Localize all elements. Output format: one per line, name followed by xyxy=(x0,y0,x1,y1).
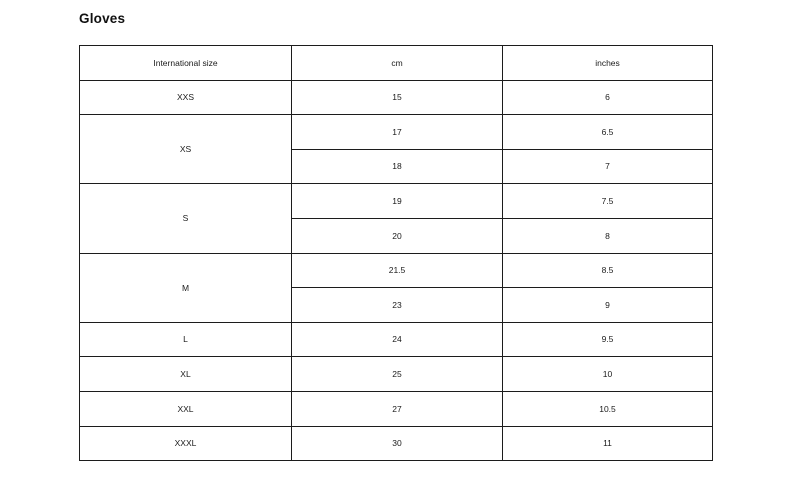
cell-international-size: XXXL xyxy=(80,426,292,461)
cell-international-size: L xyxy=(80,322,292,357)
cell-cm: 27 xyxy=(292,391,503,426)
table-row xyxy=(80,115,713,150)
table-header xyxy=(80,46,713,81)
page-title: Gloves xyxy=(79,11,126,26)
size-chart-table xyxy=(79,45,713,461)
table-row xyxy=(80,184,713,219)
cell-international-size: XXS xyxy=(80,80,292,115)
cell-international-size: XS xyxy=(80,115,292,184)
table-header-row xyxy=(80,46,713,81)
table-row xyxy=(80,391,713,426)
cell-international-size: XXL xyxy=(80,391,292,426)
cell-cm: 25 xyxy=(292,357,503,392)
cell-inches: 6.5 xyxy=(503,115,713,150)
cell-inches: 8 xyxy=(503,218,713,253)
table-row xyxy=(80,322,713,357)
column-header-cm: cm xyxy=(292,46,503,81)
cell-inches: 9 xyxy=(503,288,713,323)
cell-inches: 7 xyxy=(503,149,713,184)
cell-cm: 23 xyxy=(292,288,503,323)
cell-international-size: M xyxy=(80,253,292,322)
cell-cm: 18 xyxy=(292,149,503,184)
cell-international-size: S xyxy=(80,184,292,253)
cell-inches: 9.5 xyxy=(503,322,713,357)
cell-international-size: XL xyxy=(80,357,292,392)
cell-cm: 30 xyxy=(292,426,503,461)
cell-inches: 10.5 xyxy=(503,391,713,426)
cell-cm: 21.5 xyxy=(292,253,503,288)
cell-cm: 19 xyxy=(292,184,503,219)
cell-cm: 24 xyxy=(292,322,503,357)
column-header-international-size: International size xyxy=(80,46,292,81)
table-body xyxy=(80,80,713,461)
cell-cm: 17 xyxy=(292,115,503,150)
table-row xyxy=(80,80,713,115)
cell-inches: 6 xyxy=(503,80,713,115)
cell-cm: 20 xyxy=(292,218,503,253)
cell-cm: 15 xyxy=(292,80,503,115)
cell-inches: 11 xyxy=(503,426,713,461)
table-row xyxy=(80,253,713,288)
cell-inches: 8.5 xyxy=(503,253,713,288)
table-row xyxy=(80,426,713,461)
column-header-inches: inches xyxy=(503,46,713,81)
cell-inches: 7.5 xyxy=(503,184,713,219)
cell-inches: 10 xyxy=(503,357,713,392)
table-row xyxy=(80,357,713,392)
